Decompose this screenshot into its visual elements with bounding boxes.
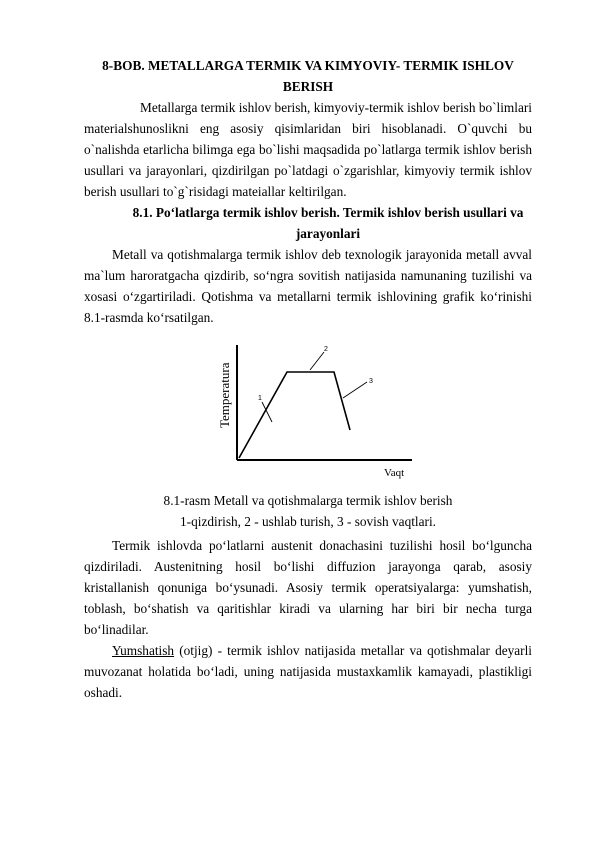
x-axis-label: Vaqt [384, 467, 405, 479]
process-curve [239, 372, 350, 458]
chapter-title-line1: 8-BOB. METALLARGA TERMIK VA KIMYOVIY- TERMIK ISHLOV [102, 58, 514, 73]
figure-caption-legend: 1-qizdirish, 2 - ushlab turish, 3 - sovish vaqtlari. [180, 514, 436, 529]
chapter-title-line2: BERISH [282, 79, 334, 94]
term-yumshatish: Yumshatish [112, 643, 175, 658]
label-2: 2 [324, 346, 328, 353]
leader-line-1 [262, 402, 272, 422]
y-axis-label: Temperatura [217, 362, 232, 428]
figure-caption: 8.1-rasm Metall va qotishmalarga termik ishlov berish [163, 493, 453, 508]
paragraph-3-rest: (otjig) - termik ishlov natijasida metallar va qotishmalar deyarli muvozanat holatida bo‘ladi, uning natijasida mustaxkamlik kamayadi, plastikligi oshadi. [84, 643, 532, 700]
leader-line-2 [310, 352, 324, 370]
paragraph-1: Metall va qotishmalarga termik ishlov deb texnologik jarayonida metall avval ma`lum haroratgacha qizdirib, so‘ngra sovitish natijasida namunaning tuzilishi va xosasi o‘zgartiriladi. Qotishma va metallarni termik ishlovining grafik ko‘rinishi 8.1-rasmda ko‘rsatilgan. [84, 247, 532, 325]
section-title-line1: 8.1. Po‘latlarga termik ishlov berish. Termik ishlov berish usullari va [132, 205, 524, 220]
paragraph-3 [84, 640, 532, 703]
figure-8-1 [84, 340, 532, 485]
label-3: 3 [369, 378, 373, 385]
intro-paragraph: Metallarga termik ishlov berish, kimyoviy-termik ishlov berish bo`limlari materialshunoslikni eng asosiy qisimlaridan biri hisoblanadi. O`quvchi bu o`nalishda etarlicha bilimga ega bo`lishi maqsadida po`latlarga termik ishlov berish usullari va jarayonlari, qizdirilgan po`latdagi o`zgarishlar, kimyoviy termik ishlov berish usullari to`g`risidagi mateiallar keltirilgan. [84, 100, 532, 199]
leader-line-3 [343, 382, 367, 398]
paragraph-2: Termik ishlovda po‘latlarni austenit donachasini tuzilishi hosil bo‘lguncha qizdiriladi. Austenitning hosil bo‘lishi diffuzion jarayonga qarab, asosiy kristallanish qonuniga bo‘ysunadi. Asosiy termik operatsiyalarga: yumshatish, toblash, bo‘shatish va qaritishlar kiradi va ularning har biri bir necha turga bo‘linadilar. [84, 538, 532, 637]
section-title [84, 202, 532, 244]
page-content [84, 55, 532, 703]
label-1: 1 [258, 395, 262, 402]
section-title-line2: jarayonlari [295, 226, 361, 241]
heat-treatment-diagram [212, 340, 432, 485]
chapter-title [84, 55, 532, 97]
